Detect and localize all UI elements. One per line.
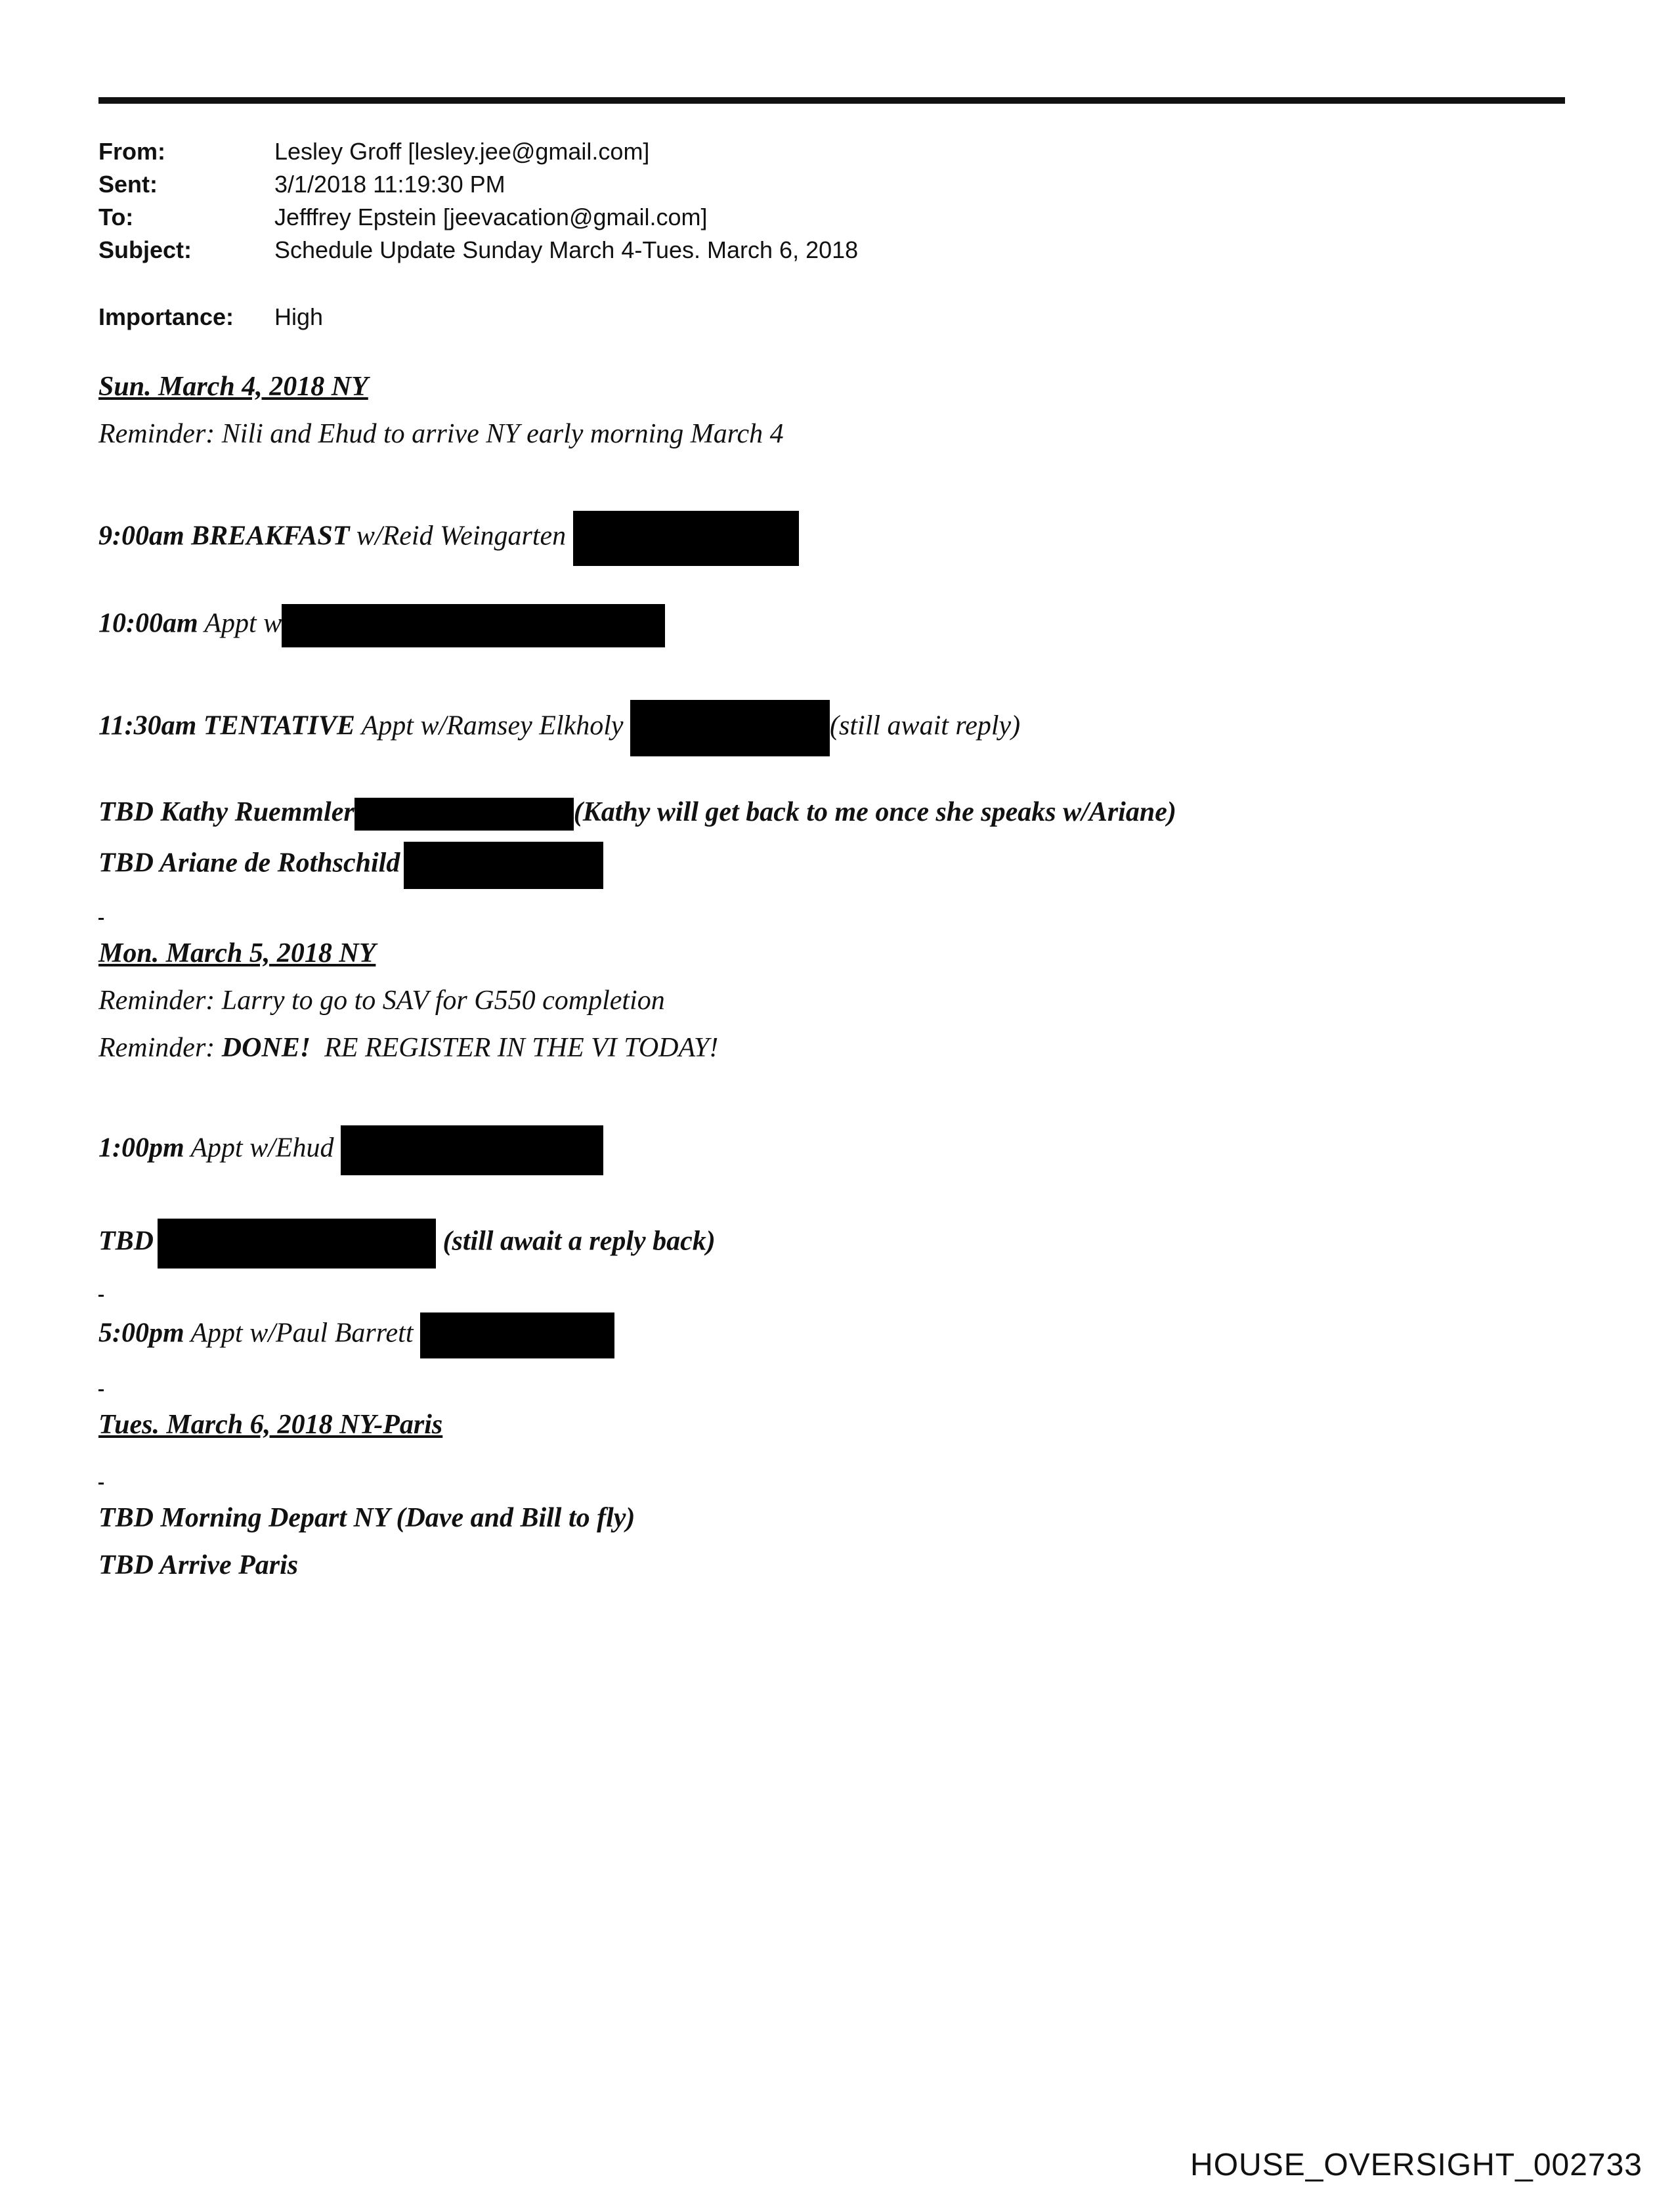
event-text: TBD (98, 1226, 154, 1257)
event-text: Appt w/Paul Barrett (184, 1318, 420, 1349)
redaction-block (404, 842, 603, 889)
dash-separator (98, 1389, 104, 1391)
event-time: 9:00am BREAKFAST (98, 521, 350, 552)
event-time: 1:00pm (98, 1133, 184, 1163)
tuesday-event-depart: TBD Morning Depart NY (Dave and Bill to fly) (98, 1503, 635, 1533)
subject-label: Subject: (98, 236, 192, 263)
header-rule (98, 97, 1565, 104)
event-text: TBD Kathy Ruemmler (98, 797, 354, 827)
event-text: Appt w/Ramsey Elkholy (354, 710, 631, 741)
event-note: (still await reply) (830, 710, 1021, 741)
tuesday-event-arrive: TBD Arrive Paris (98, 1550, 299, 1580)
event-text: Appt w/Ehud (184, 1133, 341, 1163)
importance-label: Importance: (98, 303, 234, 330)
event-text: w/Reid Weingarten (349, 521, 573, 552)
monday-reminder-2 (98, 1030, 718, 1066)
reminder-prefix: Reminder: (98, 1033, 222, 1063)
tuesday-heading: Tues. March 6, 2018 NY-Paris (98, 1410, 443, 1440)
event-time: 11:30am TENTATIVE (98, 710, 355, 741)
sunday-event-appt (98, 604, 665, 647)
reminder-done: DONE! (221, 1033, 311, 1063)
sunday-event-breakfast (98, 511, 799, 566)
event-text: TBD Ariane de Rothschild (98, 848, 400, 878)
subject-value: Schedule Update Sunday March 4-Tues. March 6, 2018 (274, 236, 859, 263)
monday-heading: Mon. March 5, 2018 NY (98, 938, 376, 968)
dash-separator (98, 1483, 104, 1485)
redaction-block (341, 1125, 603, 1175)
from-label: From: (98, 138, 165, 165)
redaction-block (354, 798, 574, 831)
dash-separator (98, 1295, 104, 1297)
sunday-reminder: Reminder: Nili and Ehud to arrive NY early morning March 4 (98, 419, 784, 449)
event-note: (Kathy will get back to me once she speaks w/Ariane) (573, 797, 1176, 827)
importance-value: High (274, 303, 324, 330)
to-value: Jefffrey Epstein [jeevacation@gmail.com] (274, 204, 708, 230)
monday-event-barrett (98, 1312, 614, 1358)
sent-label: Sent: (98, 171, 158, 198)
event-time: 5:00pm (98, 1318, 184, 1349)
from-value: Lesley Groff [lesley.jee@gmail.com] (274, 138, 650, 165)
event-time: 10:00am (98, 608, 198, 639)
event-note: (still await a reply back) (436, 1226, 716, 1257)
dash-separator (98, 918, 104, 920)
event-text: Appt w (198, 608, 282, 639)
monday-event-tbd (98, 1219, 716, 1269)
redaction-block (630, 700, 830, 756)
monday-event-ehud (98, 1125, 603, 1175)
monday-reminder-1: Reminder: Larry to go to SAV for G550 completion (98, 986, 665, 1016)
sunday-event-tbd-ariane (98, 842, 603, 889)
redaction-block (282, 604, 665, 647)
redaction-block (158, 1219, 436, 1269)
sunday-heading: Sun. March 4, 2018 NY (98, 372, 368, 402)
redaction-block (573, 511, 799, 566)
sent-value: 3/1/2018 11:19:30 PM (274, 171, 505, 198)
reminder-text: RE REGISTER IN THE VI TODAY! (311, 1033, 719, 1063)
redaction-block (420, 1312, 614, 1358)
to-label: To: (98, 204, 134, 230)
bates-number: HOUSE_OVERSIGHT_002733 (1190, 2148, 1642, 2182)
sunday-event-tbd-kathy (98, 794, 1176, 831)
sunday-event-tentative (98, 700, 1020, 756)
